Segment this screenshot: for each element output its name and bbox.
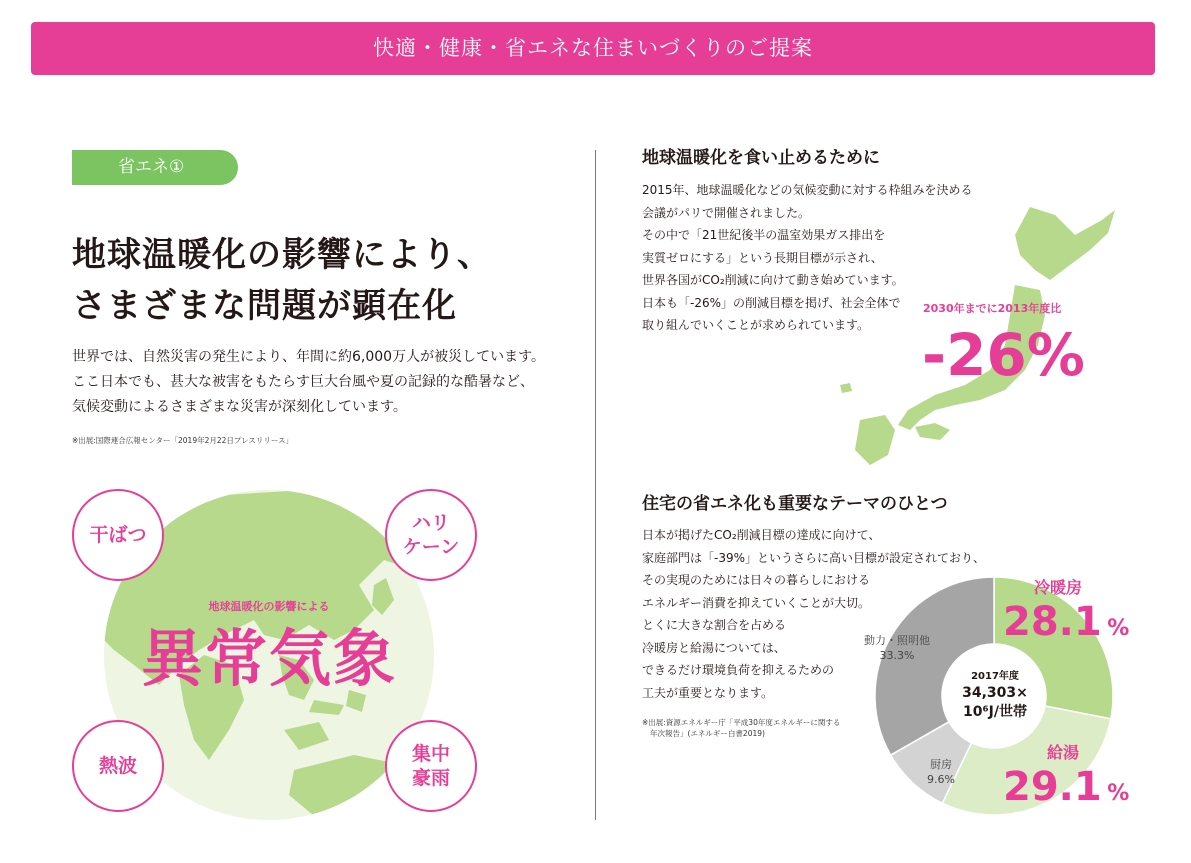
body-line: 実質ゼロにする」という長期目標が示され、 <box>642 250 883 265</box>
body-line: 世界各国がCO₂削減に向けて動き始めています。 <box>642 273 904 287</box>
bubble-label: 熱波 <box>98 755 137 777</box>
source-note: ※出展:国際連合広報センター「2019年2月22日プレスリリース」 <box>72 436 294 445</box>
bubble-label: 干ばつ <box>89 524 147 546</box>
headline-line-2: さまざまな問題が顕在化 <box>72 286 457 326</box>
page-headline <box>72 230 492 332</box>
column-divider <box>595 150 596 820</box>
hot-water-value: 29.1 % <box>1003 764 1130 810</box>
body-line: とくに大きな割合を占める <box>642 618 787 632</box>
headline-line-1: 地球温暖化の影響により、 <box>72 235 492 275</box>
body-line: 日本も「-26%」の削減目標を掲げ、社会全体で <box>642 295 901 310</box>
bubble-drought <box>72 489 164 581</box>
chart-source-note: ※出展:資源エネルギー庁「平成30年度エネルギーに関する 年次報告」(エネルギー白書2019) <box>642 718 841 738</box>
heating-cooling-label: 冷暖房 <box>1034 578 1083 597</box>
body-line: エネルギー消費を抑えていくことが大切。 <box>642 595 871 610</box>
bubble-hurricane <box>385 489 477 581</box>
body-line: 会議がパリで開催されました。 <box>642 205 811 220</box>
lead-line: 世界では、自然災害の発生により、年間に約6,000万人が被災しています。 <box>72 349 545 365</box>
section-tag: 省エネ① <box>72 150 238 185</box>
section2-title: 住宅の省エネ化も重要なテーマのひとつ <box>642 494 948 514</box>
hot-water-label: 給湯 <box>1047 743 1080 762</box>
target-caption: 2030年までに2013年度比 <box>923 302 1062 315</box>
body-line: 冷暖房と給湯については、 <box>642 640 786 655</box>
bubble-label: ハリ ケーン <box>402 512 460 558</box>
body-line: 工夫が重要となります。 <box>642 685 774 700</box>
body-line: その中で「21世紀後半の温室効果ガス排出を <box>642 228 886 242</box>
globe-main-text: 異常気象 <box>140 622 397 695</box>
lead-line: ここ日本でも、甚大な被害をもたらす巨大台風や夏の記録的な酷暑など、 <box>72 374 534 390</box>
bubble-label: 集中 豪雨 <box>411 743 450 789</box>
body-line: 2015年、地球温暖化などの気候変動に対する枠組みを決める <box>642 183 973 197</box>
lead-line: 気候変動によるさまざまな災害が深刻化しています。 <box>72 399 407 415</box>
donut-center-label: 2017年度 34,303× 10⁶J/世帯 <box>962 671 1028 720</box>
donut-slice-power-lighting <box>875 577 994 755</box>
target-value: -26% <box>922 321 1085 389</box>
body-line: 日本が掲げたCO₂削減目標の達成に向けて、 <box>642 528 881 542</box>
lead-paragraph <box>72 345 545 420</box>
body-line: その実現のためには日々の暮らしにおける <box>642 573 871 587</box>
body-line: 取り組んでいくことが求められています。 <box>642 318 870 332</box>
header-banner <box>31 22 1155 75</box>
body-line: 家庭部門は「-39%」というさらに高い目標が設定されており、 <box>642 550 986 565</box>
section1-title: 地球温暖化を食い止めるために <box>642 148 880 168</box>
body-line: できるだけ環境負荷を抑えるための <box>642 663 835 677</box>
heating-cooling-value: 28.1 % <box>1003 599 1130 645</box>
slice-label-kitchen: 厨房 9.6% <box>927 758 955 786</box>
slice-label-power-lighting: 動力・照明他 33.3% <box>864 634 930 662</box>
banner-title: 快適・健康・省エネな住まいづくりのご提案 <box>373 36 813 60</box>
bubble-heatwave <box>72 720 164 812</box>
globe-caption: 地球温暖化の影響による <box>208 600 330 613</box>
bubble-heavy-rain <box>385 720 477 812</box>
